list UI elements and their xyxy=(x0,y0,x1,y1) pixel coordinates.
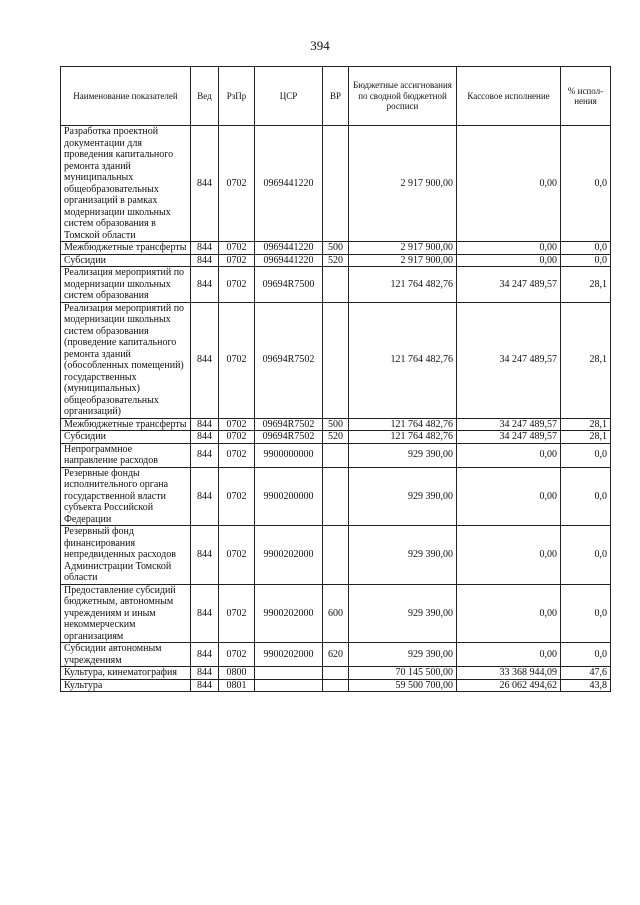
header-ved: Вед xyxy=(191,67,219,126)
cell-cash: 0,00 xyxy=(457,254,561,267)
cell-vr xyxy=(323,467,349,526)
cell-name: Разработка проектной документации для проведения капитального ремонта зданий муниципальных общеобразовательных организаций в рамках модернизации школьных систем образования в Томской области xyxy=(61,126,191,242)
cell-name: Реализация мероприятий по модернизации школьных систем образования xyxy=(61,267,191,303)
cell-percent: 0,0 xyxy=(561,254,611,267)
cell-rzpr: 0702 xyxy=(219,267,255,303)
cell-vr: 520 xyxy=(323,254,349,267)
header-cash: Кассовое исполнение xyxy=(457,67,561,126)
cell-budget: 70 145 500,00 xyxy=(349,667,457,680)
cell-ved: 844 xyxy=(191,443,219,467)
cell-vr: 500 xyxy=(323,418,349,431)
cell-ved: 844 xyxy=(191,302,219,418)
cell-budget: 2 917 900,00 xyxy=(349,242,457,255)
cell-vr xyxy=(323,526,349,585)
table-row xyxy=(61,242,611,255)
cell-vr: 520 xyxy=(323,431,349,444)
cell-cash: 0,00 xyxy=(457,526,561,585)
cell-rzpr: 0702 xyxy=(219,418,255,431)
table-row xyxy=(61,679,611,692)
header-csr: ЦСР xyxy=(255,67,323,126)
cell-name: Субсидии xyxy=(61,431,191,444)
cell-ved: 844 xyxy=(191,431,219,444)
cell-budget: 929 390,00 xyxy=(349,643,457,667)
cell-cash: 0,00 xyxy=(457,126,561,242)
cell-budget: 929 390,00 xyxy=(349,443,457,467)
cell-csr xyxy=(255,679,323,692)
cell-csr xyxy=(255,667,323,680)
cell-cash: 0,00 xyxy=(457,242,561,255)
cell-name: Предоставление субсидий бюджетным, автономным учреждениям и иным некоммерческим организациям xyxy=(61,584,191,643)
table-row xyxy=(61,126,611,242)
cell-rzpr: 0702 xyxy=(219,443,255,467)
cell-budget: 929 390,00 xyxy=(349,584,457,643)
cell-rzpr: 0702 xyxy=(219,526,255,585)
cell-vr xyxy=(323,679,349,692)
cell-percent: 28,1 xyxy=(561,431,611,444)
cell-budget: 59 500 700,00 xyxy=(349,679,457,692)
cell-name: Субсидии автономным учреждениям xyxy=(61,643,191,667)
cell-budget: 929 390,00 xyxy=(349,467,457,526)
table-header-row xyxy=(61,67,611,126)
cell-vr xyxy=(323,667,349,680)
cell-budget: 121 764 482,76 xyxy=(349,302,457,418)
cell-csr: 0969441220 xyxy=(255,242,323,255)
cell-name: Культура xyxy=(61,679,191,692)
cell-cash: 34 247 489,57 xyxy=(457,267,561,303)
cell-vr: 600 xyxy=(323,584,349,643)
cell-rzpr: 0702 xyxy=(219,431,255,444)
cell-rzpr: 0800 xyxy=(219,667,255,680)
cell-csr: 09694R7502 xyxy=(255,302,323,418)
cell-name: Реализация мероприятий по модернизации школьных систем образования (проведение капитального ремонта зданий (обособленных помещений) государственных (муниципальных) общеобразовательных организаций) xyxy=(61,302,191,418)
table-row xyxy=(61,443,611,467)
cell-percent: 0,0 xyxy=(561,526,611,585)
cell-cash: 26 062 494,62 xyxy=(457,679,561,692)
cell-cash: 0,00 xyxy=(457,643,561,667)
budget-table xyxy=(60,66,611,692)
cell-ved: 844 xyxy=(191,667,219,680)
cell-ved: 844 xyxy=(191,467,219,526)
cell-cash: 34 247 489,57 xyxy=(457,302,561,418)
cell-percent: 28,1 xyxy=(561,418,611,431)
cell-percent: 0,0 xyxy=(561,643,611,667)
page-number: 394 xyxy=(310,38,330,53)
cell-percent: 28,1 xyxy=(561,302,611,418)
cell-cash: 34 247 489,57 xyxy=(457,418,561,431)
cell-csr: 0969441220 xyxy=(255,126,323,242)
header-budget: Бюджетные ассигнования по сводной бюджетной росписи xyxy=(349,67,457,126)
cell-ved: 844 xyxy=(191,526,219,585)
cell-percent: 0,0 xyxy=(561,467,611,526)
cell-csr: 9900202000 xyxy=(255,584,323,643)
cell-ved: 844 xyxy=(191,418,219,431)
cell-rzpr: 0702 xyxy=(219,254,255,267)
cell-name: Культура, кинематография xyxy=(61,667,191,680)
table-row xyxy=(61,267,611,303)
cell-rzpr: 0702 xyxy=(219,302,255,418)
cell-vr xyxy=(323,443,349,467)
cell-vr: 620 xyxy=(323,643,349,667)
cell-budget: 121 764 482,76 xyxy=(349,431,457,444)
cell-rzpr: 0702 xyxy=(219,643,255,667)
cell-ved: 844 xyxy=(191,267,219,303)
cell-cash: 33 368 944,09 xyxy=(457,667,561,680)
cell-ved: 844 xyxy=(191,242,219,255)
cell-csr: 0969441220 xyxy=(255,254,323,267)
cell-vr xyxy=(323,267,349,303)
cell-percent: 0,0 xyxy=(561,242,611,255)
cell-csr: 09694R7502 xyxy=(255,418,323,431)
cell-ved: 844 xyxy=(191,643,219,667)
header-rzpr: РзПр xyxy=(219,67,255,126)
cell-name: Межбюджетные трансферты xyxy=(61,242,191,255)
cell-budget: 121 764 482,76 xyxy=(349,418,457,431)
cell-name: Межбюджетные трансферты xyxy=(61,418,191,431)
cell-name: Резервный фонд финансирования непредвиденных расходов Администрации Томской области xyxy=(61,526,191,585)
cell-csr: 9900200000 xyxy=(255,467,323,526)
table-body xyxy=(61,126,611,692)
table-row xyxy=(61,667,611,680)
cell-vr xyxy=(323,302,349,418)
cell-name: Непрограммное направление расходов xyxy=(61,443,191,467)
cell-rzpr: 0702 xyxy=(219,242,255,255)
cell-percent: 28,1 xyxy=(561,267,611,303)
cell-percent: 0,0 xyxy=(561,584,611,643)
table-row xyxy=(61,526,611,585)
cell-budget: 121 764 482,76 xyxy=(349,267,457,303)
cell-percent: 0,0 xyxy=(561,443,611,467)
cell-csr: 9900202000 xyxy=(255,526,323,585)
cell-vr: 500 xyxy=(323,242,349,255)
table-row xyxy=(61,302,611,418)
table-row xyxy=(61,418,611,431)
cell-rzpr: 0702 xyxy=(219,126,255,242)
cell-vr xyxy=(323,126,349,242)
cell-csr: 9900202000 xyxy=(255,643,323,667)
cell-percent: 0,0 xyxy=(561,126,611,242)
header-vr: ВР xyxy=(323,67,349,126)
cell-cash: 0,00 xyxy=(457,467,561,526)
cell-ved: 844 xyxy=(191,584,219,643)
cell-rzpr: 0702 xyxy=(219,584,255,643)
cell-name: Резервные фонды исполнительного органа государственной власти субъекта Российской Федерации xyxy=(61,467,191,526)
cell-cash: 34 247 489,57 xyxy=(457,431,561,444)
header-name: Наименование показателей xyxy=(61,67,191,126)
header-percent: % испол-нения xyxy=(561,67,611,126)
table-row xyxy=(61,643,611,667)
cell-rzpr: 0801 xyxy=(219,679,255,692)
cell-budget: 2 917 900,00 xyxy=(349,254,457,267)
cell-csr: 09694R7500 xyxy=(255,267,323,303)
cell-ved: 844 xyxy=(191,126,219,242)
cell-budget: 929 390,00 xyxy=(349,526,457,585)
cell-percent: 43,8 xyxy=(561,679,611,692)
cell-cash: 0,00 xyxy=(457,443,561,467)
cell-ved: 844 xyxy=(191,679,219,692)
table-row xyxy=(61,467,611,526)
table-row xyxy=(61,431,611,444)
cell-budget: 2 917 900,00 xyxy=(349,126,457,242)
table-row xyxy=(61,584,611,643)
cell-rzpr: 0702 xyxy=(219,467,255,526)
cell-csr: 09694R7502 xyxy=(255,431,323,444)
cell-ved: 844 xyxy=(191,254,219,267)
cell-cash: 0,00 xyxy=(457,584,561,643)
cell-csr: 9900000000 xyxy=(255,443,323,467)
cell-name: Субсидии xyxy=(61,254,191,267)
cell-percent: 47,6 xyxy=(561,667,611,680)
table-row xyxy=(61,254,611,267)
